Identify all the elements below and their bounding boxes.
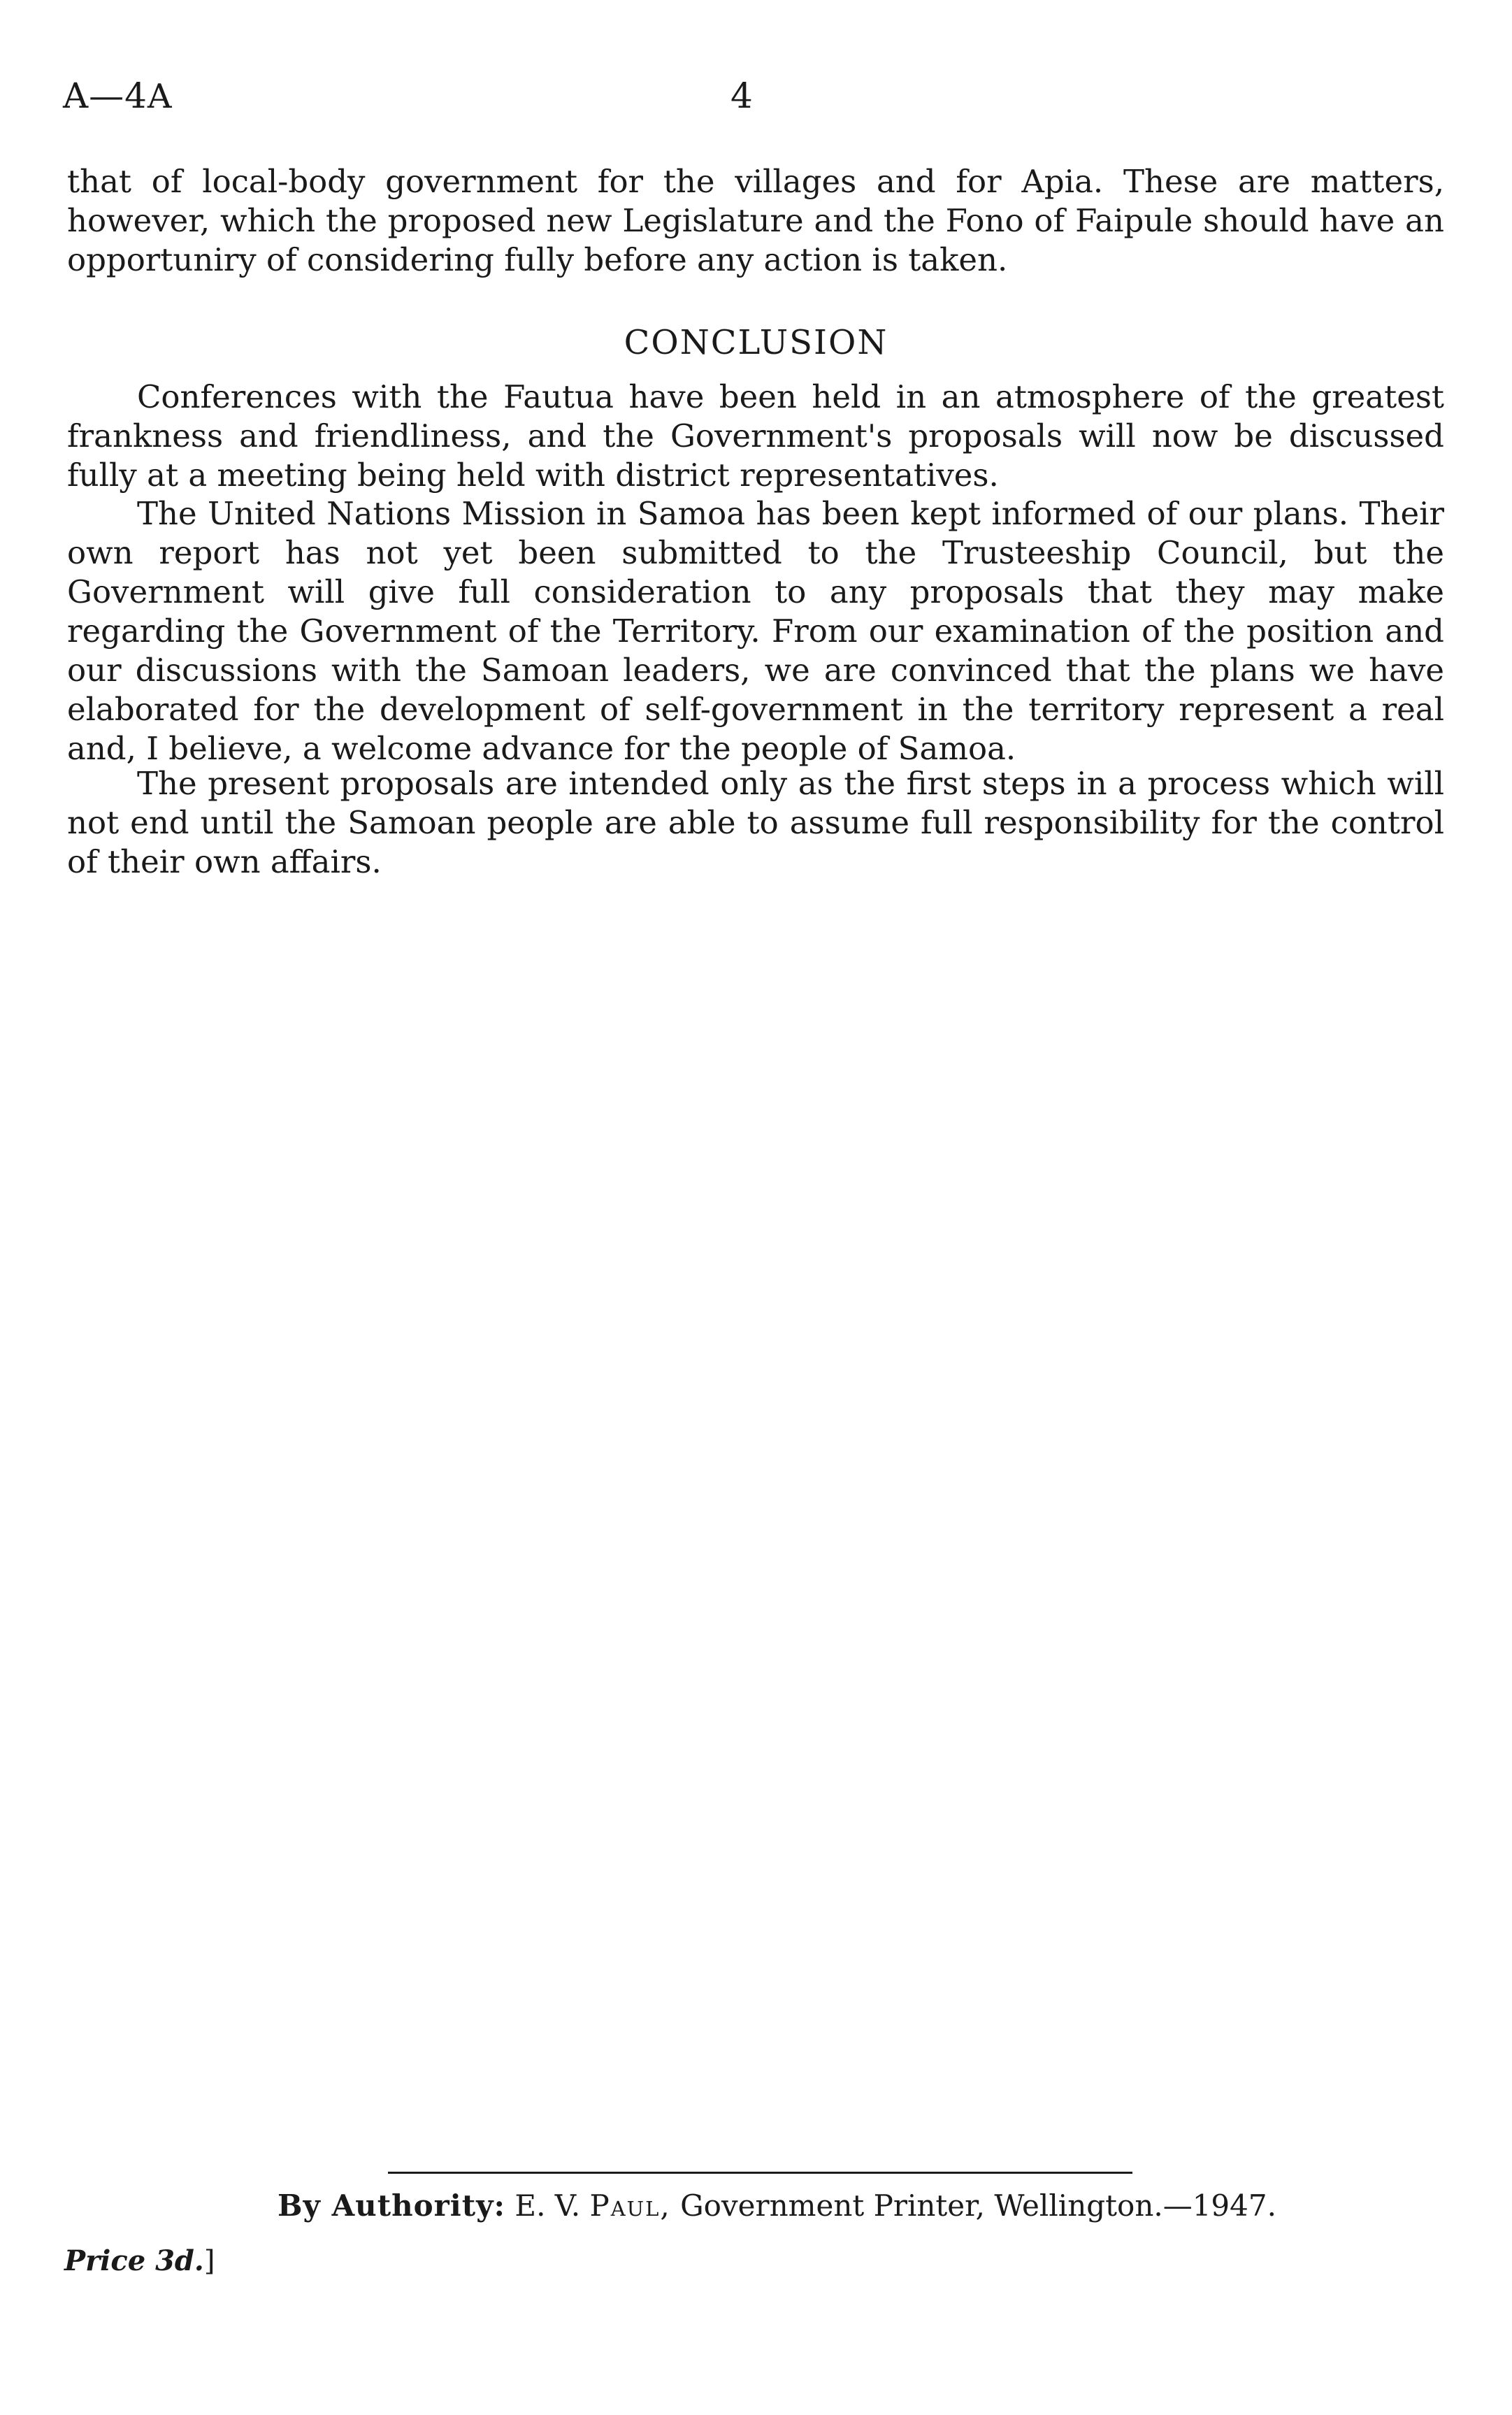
- printer-initials: E. V.: [514, 2188, 581, 2223]
- section-heading: CONCLUSION: [624, 323, 888, 362]
- paragraph-conferences: Conferences with the Fautua have been held in an atmosphere of the greatest frankness and friendliness, and the Government's proposals will now be discussed fully at a meeting being held with district representatives.: [67, 378, 1444, 494]
- printer-surname: Paul,: [589, 2188, 671, 2223]
- document-reference: [63, 76, 173, 116]
- document-reference-main: A—4: [63, 76, 147, 116]
- paragraph-united-nations-mission: The United Nations Mission in Samoa has been kept informed of our plans. Their own report has not yet been submitted to the Trusteeship Council, but the Government will give full consideration to any proposals that they may make regarding the Government of the Territory. From our examination of the position and our discussions with the Samoan leaders, we are convinced that the plans we have elaborated for the development of self-government in the territory represent a real and, I believe, a welcome advance for the people of Samoa.: [67, 495, 1444, 767]
- price-note: [64, 2244, 215, 2277]
- page-number: 4: [730, 76, 753, 116]
- price-bracket: ]: [203, 2245, 215, 2277]
- printer-imprint: [0, 2188, 1512, 2223]
- paragraph-present-proposals: The present proposals are intended only as the first steps in a process which will not end until the Samoan people are able to assume full responsibility for the control of their own affairs.: [67, 765, 1444, 880]
- imprint-rest: Government Printer, Wellington.—1947.: [680, 2188, 1276, 2223]
- intro-paragraph: that of local-body government for the villages and for Apia. These are matters, however, which the proposed new Legislature and the Fono of Faipule should have an opportuniry of considering fully before any action is taken.: [67, 163, 1444, 278]
- imprint-lead: By Authority:: [278, 2188, 506, 2223]
- document-reference-suffix: A: [147, 77, 173, 116]
- footer-divider: [388, 2172, 1132, 2174]
- price-label: Price 3d.: [64, 2244, 204, 2277]
